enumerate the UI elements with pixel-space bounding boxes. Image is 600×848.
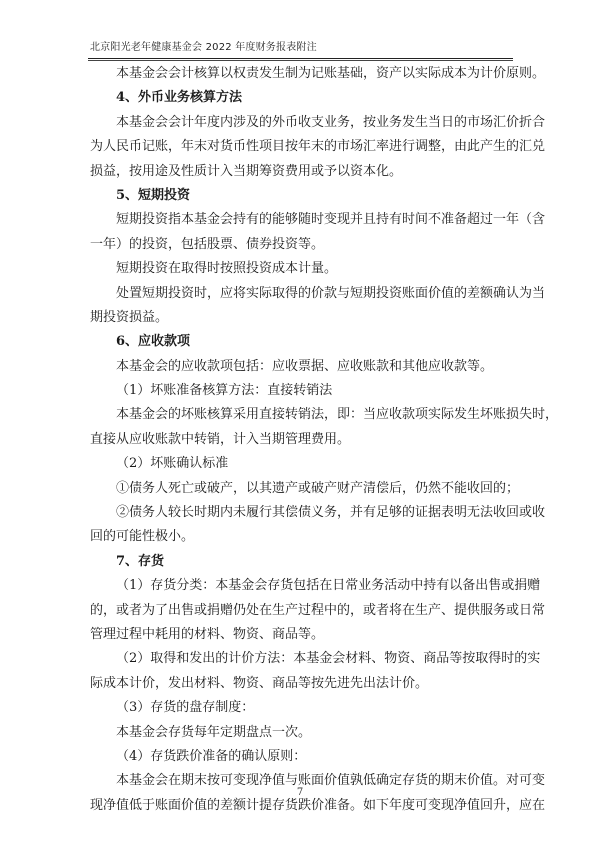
paragraph-line: 处置短期投资时，应将实际取得的价款与短期投资账面价值的差额确认为当 (116, 285, 546, 301)
paragraph-line: 本基金会会计核算以权责发生制为记账基础，资产以实际成本为计价原则。 (116, 66, 546, 81)
paragraph-line: 际成本计价，发出材料、物资、商品等按先进先出法计价。 (90, 675, 429, 691)
paragraph-line: （1）坏账准备核算方法：直接转销法 (116, 383, 333, 399)
header-rule (88, 58, 513, 59)
section-heading: 5、短期投资 (116, 187, 191, 203)
paragraph-line: 直接从应收账款中转销，计入当期管理费用。 (90, 431, 351, 447)
paragraph-line: （3）存货的盘存制度： (116, 700, 255, 716)
section-heading: 4、外币业务核算方法 (116, 90, 243, 106)
paragraph-line: 的，或者为了出售或捐赠仍处在生产过程中的，或者将在生产、提供服务或日常 (90, 602, 546, 618)
paragraph-line: 短期投资指本基金会持有的能够随时变现并且持有时间不准备超过一年（含 (116, 212, 546, 228)
paragraph-line: 期投资损益。 (90, 309, 169, 325)
paragraph-line: 本基金会的坏账核算采用直接转销法，即：当应收款项实际发生坏账损失时， (116, 407, 559, 423)
paragraph-line: 短期投资在取得时按照投资成本计量。 (116, 261, 338, 277)
paragraph-line: ①债务人死亡或破产，以其遗产或破产财产清偿后，仍然不能收回的； (116, 480, 520, 496)
paragraph-line: ②债务人较长时期内未履行其偿债义务，并有足够的证据表明无法收回或收 (116, 505, 546, 521)
document-header: 北京阳光老年健康基金会 2022 年度财务报表附注 (90, 42, 317, 53)
section-heading: 6、应收款项 (116, 334, 191, 350)
paragraph-line: 管理过程中耗用的材料、物资、商品等。 (90, 626, 325, 642)
paragraph-line: 为人民币记账，年末对货币性项目按年末的市场汇率进行调整，由此产生的汇兑 (90, 139, 546, 155)
paragraph-line: 本基金会的应收款项包括：应收票据、应收账款和其他应收款等。 (116, 358, 494, 374)
section-heading: 7、存货 (116, 553, 165, 569)
paragraph-line: 一年）的投资，包括股票、债券投资等。 (90, 236, 325, 252)
document-body (90, 62, 559, 818)
paragraph-line: （2）坏账确认标准 (116, 456, 229, 472)
paragraph-line: （4）存货跌价准备的确认原则： (116, 748, 307, 764)
paragraph-line: 回的可能性极小。 (90, 529, 195, 545)
page-number: 7 (296, 787, 304, 798)
paragraph-line: 本基金会会计年度内涉及的外币收支业务，按业务发生当日的市场汇价折合 (116, 114, 546, 130)
paragraph-line: 现净值低于账面价值的差额计提存货跌价准备。如下年度可变现净值回升，应在 (90, 797, 546, 813)
paragraph-line: （2）取得和发出的计价方法：本基金会材料、物资、商品等按取得时的实 (116, 651, 541, 667)
header-rule-thin (88, 60, 513, 61)
paragraph-line: 本基金会在期末按可变现净值与账面价值孰低确定存货的期末价值。对可变 (116, 773, 546, 789)
paragraph-line: 本基金会存货每年定期盘点一次。 (116, 724, 312, 740)
paragraph-line: 损益，按用途及性质计入当期筹资费用或予以资本化。 (90, 163, 403, 179)
paragraph-line: （1）存货分类：本基金会存货包括在日常业务活动中持有以备出售或捐赠 (116, 578, 541, 594)
